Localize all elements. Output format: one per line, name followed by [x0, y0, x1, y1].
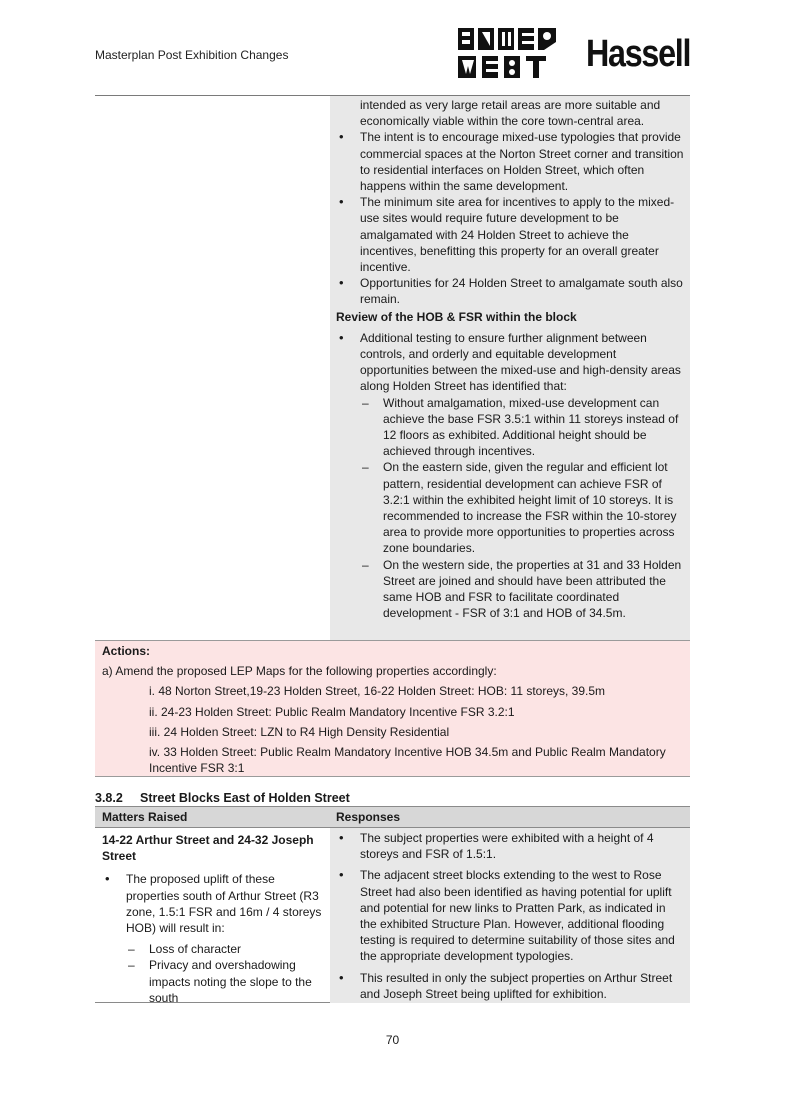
list-item: • The minimum site area for incentives to apply to the mixed-use sites would require future development to be amalgamated with 24 Holden Street to achieve the incentives, benefitting this property for an overall greater incentive. [336, 194, 684, 275]
response-bullets [336, 830, 684, 1002]
list-item: • This resulted in only the subject properties on Arthur Street and Joseph Street being uplifted for exhibition. [336, 970, 684, 1002]
matters-table [95, 806, 690, 1003]
review-bullets [336, 330, 684, 622]
list-item: – Loss of character [126, 941, 323, 957]
hassell-logo: Hassell [586, 33, 691, 75]
review-dash-list [360, 395, 684, 622]
list-item: • The subject properties were exhibited with a height of 4 storeys and FSR of 1.5:1. [336, 830, 684, 862]
list-item: – On the western side, the properties at 31 and 33 Holden Street are joined and should have been attributed the same HOB and FSR to facilitate coordinated development - FSR of 3:1 and HOB of 34.5m. [360, 557, 684, 622]
header-title: Masterplan Post Exhibition Changes [95, 48, 289, 62]
action-item: iv. 33 Holden Street: Public Realm Mandatory Incentive HOB 34.5m and Public Realm Mandatory Incentive FSR 3:1 [149, 745, 666, 776]
matter-dash-list [126, 941, 323, 1006]
action-item: ii. 24-23 Holden Street: Public Realm Mandatory Incentive FSR 3.2:1 [149, 704, 515, 719]
list-item: – On the eastern side, given the regular and efficient lot pattern, residential development can achieve FSR of 3.2:1 within the exhibited height limit of 10 storeys. It is recommended to increase the FSR within the 10-storey area to provide more opportunities to properties across zone boundaries. [360, 459, 684, 556]
matters-cell [95, 828, 330, 1003]
action-item: iii. 24 Holden Street: LZN to R4 High Density Residential [149, 724, 450, 739]
table-header [95, 807, 690, 828]
section-title: Street Blocks East of Holden Street [140, 791, 350, 805]
page-number: 70 [385, 1033, 400, 1047]
continuation-table [95, 95, 690, 640]
review-bullet-text: Additional testing to ensure further alignment between controls, and orderly and equitable development opportunities between the mixed-use and high-density areas along Holden Street has identified that: [360, 330, 681, 394]
matter-heading: 14-22 Arthur Street and 24-32 Joseph Street [102, 833, 314, 864]
action-item: i. 48 Norton Street,19-23 Holden Street, 16-22 Holden Street: HOB: 11 storeys, 39.5m [149, 684, 606, 699]
responses-cell [330, 828, 690, 1003]
list-item: • The intent is to encourage mixed-use typologies that provide commercial spaces at the Norton Street corner and transition to residential interfaces on Holden Street, which often happens within the same development. [336, 129, 684, 194]
col-responses-header: Responses [336, 810, 401, 824]
actions-box [95, 640, 690, 777]
inner-west-logo [456, 26, 558, 80]
continuation-right-cell [330, 96, 690, 640]
list-item: • Opportunities for 24 Holden Street to amalgamate south also remain. [336, 275, 684, 307]
continuation-bullets [336, 97, 684, 308]
actions-intro: a) Amend the proposed LEP Maps for the following properties accordingly: [102, 664, 497, 679]
matter-bullet-text: The proposed uplift of these properties south of Arthur Street (R3 zone, 1.5:1 FSR and 16m / 4 storeys HOB) will result in: [126, 872, 322, 936]
section-heading [95, 790, 350, 806]
list-item [102, 871, 323, 1006]
review-subheading: Review of the HOB & FSR within the block [336, 309, 577, 324]
section-number: 3.8.2 [95, 791, 123, 805]
col-matters-header: Matters Raised [102, 810, 188, 824]
list-item: – Privacy and overshadowing impacts noting the slope to the south [126, 957, 323, 1006]
actions-heading: Actions: [102, 644, 150, 658]
list-item [336, 330, 684, 622]
matter-bullets [102, 871, 323, 1006]
list-item: intended as very large retail areas are more suitable and economically viable within the core town-central area. [360, 98, 661, 129]
list-item: • The adjacent street blocks extending to the west to Rose Street had also been identified as having potential for uplift and potential for new links to Pratten Park, as indicated in the exhibited Structure Plan. However, additional flooding testing is required to determine suitability of those sites and the appropriate development typologies. [336, 867, 684, 964]
continuation-left-cell [95, 96, 330, 640]
list-item: – Without amalgamation, mixed-use development can achieve the base FSR 3.5:1 within 11 storeys instead of 12 floors as exhibited. Additional height should be achieved through incentives. [360, 395, 684, 460]
